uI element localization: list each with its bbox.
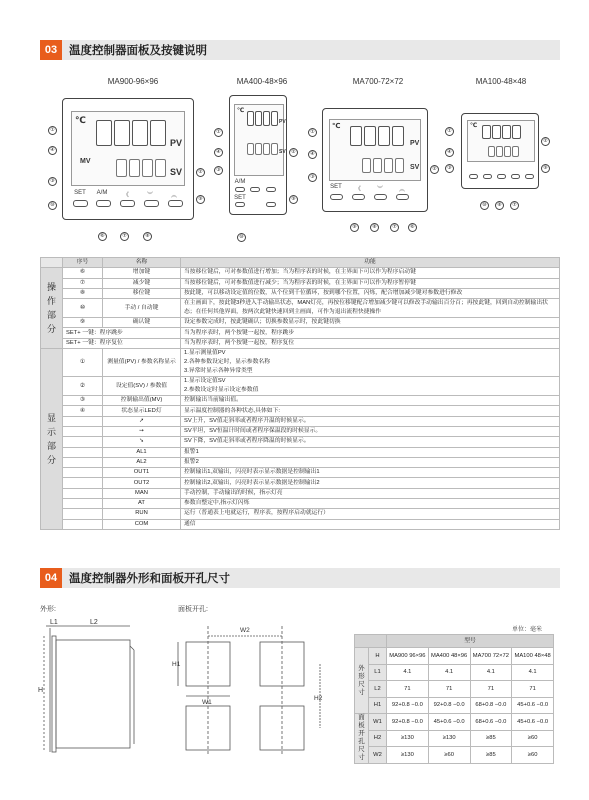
table-row: ⑧ 移位键 按此键，可以移动设定值的位数，从个位到千位循环，按到哪个位置，闪烁，配合增加减少键对参数进行修改 <box>41 288 560 298</box>
table-row: 显示部分 ① 测量值(PV) / 参数名称显示 1.显示测量值PV 2.各种参数设定时，显示参数名称 3.异常时显示各种异常类型 <box>41 349 560 377</box>
left-label: 《 <box>122 193 129 199</box>
section-header-dimensions <box>40 568 560 588</box>
shift-button[interactable] <box>352 194 365 200</box>
cutout-drawing <box>170 616 330 766</box>
table-row: SET+ 一键：程序复位 当为程序表时，两个按键一起按，程序复位 <box>41 338 560 348</box>
controller-ma100 <box>461 113 539 189</box>
sv-label: SV <box>170 167 183 177</box>
sv-display <box>488 146 519 157</box>
outline-l1: L1 <box>50 619 58 626</box>
group-display: 显示部分 <box>41 349 63 530</box>
section-title: 温度控制器外形和面板开孔尺寸 <box>69 573 230 585</box>
table-row: RUN 运行（普通表上电就运行，程序表，按程序启动就运行） <box>41 509 560 519</box>
section-number: 03 <box>40 40 62 60</box>
set-button[interactable] <box>330 194 343 200</box>
callout-8: ⑧ <box>143 232 152 241</box>
left-label: 《 <box>354 187 361 193</box>
mv-label: MV <box>80 158 91 165</box>
callout-6: ⑥ <box>408 223 417 232</box>
model-header: 型号 <box>387 635 554 648</box>
callout-1: ① <box>48 126 57 135</box>
group-outline: 外形尺寸 <box>355 648 369 714</box>
lcd-screen <box>234 104 284 176</box>
up-button[interactable] <box>266 202 276 207</box>
callout-8: ⑧ <box>495 201 504 210</box>
am-button[interactable] <box>96 200 111 207</box>
sv-label: SV <box>410 164 420 171</box>
table-row: OUT1 控制输出1,双输出，闪亮时表示显示数据是控制输出1 <box>41 468 560 478</box>
callout-7: ⑦ <box>120 232 129 241</box>
callout-9: ⑨ <box>289 195 298 204</box>
header-func: 功能 <box>181 258 560 268</box>
table-row: ④ 状态显示LED灯 显示温度控制器的各种状态,具体如下: <box>41 406 560 416</box>
header-no: 序号 <box>63 258 103 268</box>
am-label: A/M <box>234 179 246 185</box>
celsius-label: ℃ <box>75 115 86 125</box>
model-label-ma100: MA100-48×48 <box>475 77 527 86</box>
controller-ma400 <box>229 95 287 215</box>
section-header-panel <box>40 40 560 60</box>
section-number: 04 <box>40 568 62 588</box>
am-button[interactable] <box>235 187 245 192</box>
up-button[interactable] <box>396 194 409 200</box>
am-label: A/M <box>96 190 108 196</box>
table-row: ⑦ 减少键 当按移位键后，可对参数值进行减少；当为程序表的时候，在主界面下可以作为程序暂停键 <box>41 278 560 288</box>
callout-4: ④ <box>214 148 223 157</box>
lcd-screen <box>467 120 535 162</box>
callout-2: ② <box>430 165 439 174</box>
up-button[interactable] <box>525 174 534 179</box>
header-name: 名称 <box>103 258 181 268</box>
model-label-ma900: MA900-96×96 <box>107 77 159 86</box>
table-row: 操作部分 ⑥ 增加键 当按移位键后，可对参数值进行增加；当为程序表的时候，在主界面下可以作为程序启动键 <box>41 268 560 278</box>
pv-display <box>247 111 278 126</box>
pv-label: PV <box>170 138 183 148</box>
down-label: ︾ <box>376 187 383 193</box>
cutout-w1: W1 <box>202 699 212 706</box>
unit-label: 单位：毫米 <box>512 627 543 633</box>
pv-label: PV <box>279 119 286 125</box>
cutout-h2: H2 <box>314 695 323 702</box>
down-button[interactable] <box>511 174 520 179</box>
up-label: ︽ <box>398 187 405 193</box>
pv-label: PV <box>410 140 420 147</box>
table-row: AL1 报警1 <box>41 447 560 457</box>
cutout-w2: W2 <box>240 627 250 634</box>
callout-2: ② <box>196 168 205 177</box>
controller-ma700 <box>322 108 428 212</box>
sv-display <box>362 158 404 173</box>
table-row: COM 通信 <box>41 519 560 529</box>
cutout-h1: H1 <box>172 661 181 668</box>
callout-1: ① <box>214 128 223 137</box>
controller-ma900 <box>62 98 194 220</box>
model-label-ma400: MA400-48×96 <box>236 77 288 86</box>
table-row: AL2 报警2 <box>41 457 560 467</box>
lcd-screen <box>71 111 185 186</box>
callout-3: ③ <box>445 164 454 173</box>
shift-button[interactable] <box>497 174 506 179</box>
celsius-label: ℃ <box>332 123 341 130</box>
callout-3: ③ <box>308 173 317 182</box>
am-button[interactable] <box>483 174 492 179</box>
callout-3: ③ <box>48 177 57 186</box>
table-row: OUT2 控制输出2,双输出，闪亮时表示显示数据是控制输出2 <box>41 478 560 488</box>
callout-6: ⑥ <box>98 232 107 241</box>
callout-1: ① <box>445 127 454 136</box>
callout-4: ④ <box>308 150 317 159</box>
callout-10: ⑩ <box>48 201 57 210</box>
outline-drawing <box>38 616 148 766</box>
cutout-label: 面板开孔: <box>178 606 208 613</box>
callout-10: ⑩ <box>480 201 489 210</box>
table-row: MAN 手动控制，手动输出的时候，指示灯亮 <box>41 488 560 498</box>
function-table <box>40 257 560 530</box>
pv-display <box>96 120 166 146</box>
sv-label: SV <box>279 149 286 155</box>
shift-button[interactable] <box>250 187 260 192</box>
table-row: SET+ 一键：程序跳步 当为程序表时，两个按键一起按，程序跳步 <box>41 328 560 338</box>
pv-display <box>482 125 521 139</box>
section-title: 温度控制器面板及按键说明 <box>69 45 207 57</box>
celsius-label: ℃ <box>237 108 245 114</box>
up-label: ︽ <box>170 193 177 199</box>
table-row: ② 设定值(SV) / 参数值 1.显示设定值SV 2.参数设定时显示设定参数值 <box>41 377 560 396</box>
outline-l2: L2 <box>90 619 98 626</box>
callout-4: ④ <box>48 146 57 155</box>
shift-button[interactable] <box>120 200 135 207</box>
celsius-label: ℃ <box>470 123 478 129</box>
callout-3: ③ <box>214 166 223 175</box>
dimension-table: 型号 外形尺寸 H MA900 96×96 MA400 48×96 MA700 72×72 MA100 48×48 L1 4.1 4.1 4.1 4.1 L2 71 71 71 71 H1 92+0.8 −0.0 92+0.8 −0.0 68+0.8 −0.0 45+0.6 −0.0 面板开孔尺寸 W1 92+0.8 −0.0 45+0.6 −0.0 68+0.6 −0.0 45+0.6 −0.0 H2 ≥130 ≥130 ≥85 ≥60 W2 ≥130 ≥60 ≥85 ≥60 <box>354 634 554 764</box>
lcd-screen <box>329 119 421 181</box>
sv-display <box>247 143 278 155</box>
pv-display <box>350 126 404 146</box>
table-row: ➚ SV上升，SV值走斜率或者程序升温的时候显示。 <box>41 416 560 426</box>
callout-9: ⑨ <box>350 223 359 232</box>
callout-10: ⑩ <box>237 233 246 242</box>
table-row: ➙ SV平坦，SV恒温计时间或者程序保温段的时候显示。 <box>41 426 560 436</box>
callout-9: ⑨ <box>541 164 550 173</box>
table-row: ➘ SV下降，SV值走斜率或者程序降温的时候显示。 <box>41 437 560 447</box>
set-button[interactable] <box>73 200 88 207</box>
callout-9: ⑨ <box>196 195 205 204</box>
sv-display <box>116 159 166 177</box>
set-button[interactable] <box>469 174 478 179</box>
callout-7: ⑦ <box>510 201 519 210</box>
outline-label: 外形: <box>40 606 56 613</box>
set-label: SET <box>74 190 86 196</box>
outline-h: H <box>38 687 44 694</box>
falling-arrow-icon: ➘ <box>103 437 181 447</box>
group-operation: 操作部分 <box>41 268 63 349</box>
callout-2: ② <box>289 148 298 157</box>
flat-arrow-icon: ➙ <box>103 426 181 436</box>
callout-8: ⑧ <box>370 223 379 232</box>
model-label-ma700: MA700-72×72 <box>352 77 404 86</box>
callout-7: ⑦ <box>390 223 399 232</box>
table-row: ③ 控制输出值(MV) 控制输出当前输出值。 <box>41 396 560 406</box>
down-button[interactable] <box>374 194 387 200</box>
set-label: SET <box>234 195 246 201</box>
down-button[interactable] <box>144 200 159 207</box>
callout-1: ① <box>308 128 317 137</box>
callout-4: ④ <box>445 148 454 157</box>
table-row: ⑩ 手动 / 自动键 在主画面下，按此键3秒进入手动输出状态，MAN灯亮，再按位移键配合增加减少键可以修改手动输出百分百；再按此键，回到自动控制输出状态；在任何其他界面，按两次此键快速回到主画面，可作为退出流程快捷操作 <box>41 299 560 318</box>
table-row: ⑨ 确认键 设定参数完成时，按此键确认；切换参数显示时，按此键切换 <box>41 318 560 328</box>
down-label: ︾ <box>146 193 153 199</box>
down-button[interactable] <box>266 187 276 192</box>
set-button[interactable] <box>235 202 245 207</box>
callout-2: ② <box>541 137 550 146</box>
rising-arrow-icon: ➚ <box>103 416 181 426</box>
up-button[interactable] <box>168 200 183 207</box>
set-label: SET <box>330 184 342 190</box>
group-cutout: 面板开孔尺寸 <box>355 714 369 764</box>
table-row: AT 参数自整定中,指示灯闪烁 <box>41 499 560 509</box>
